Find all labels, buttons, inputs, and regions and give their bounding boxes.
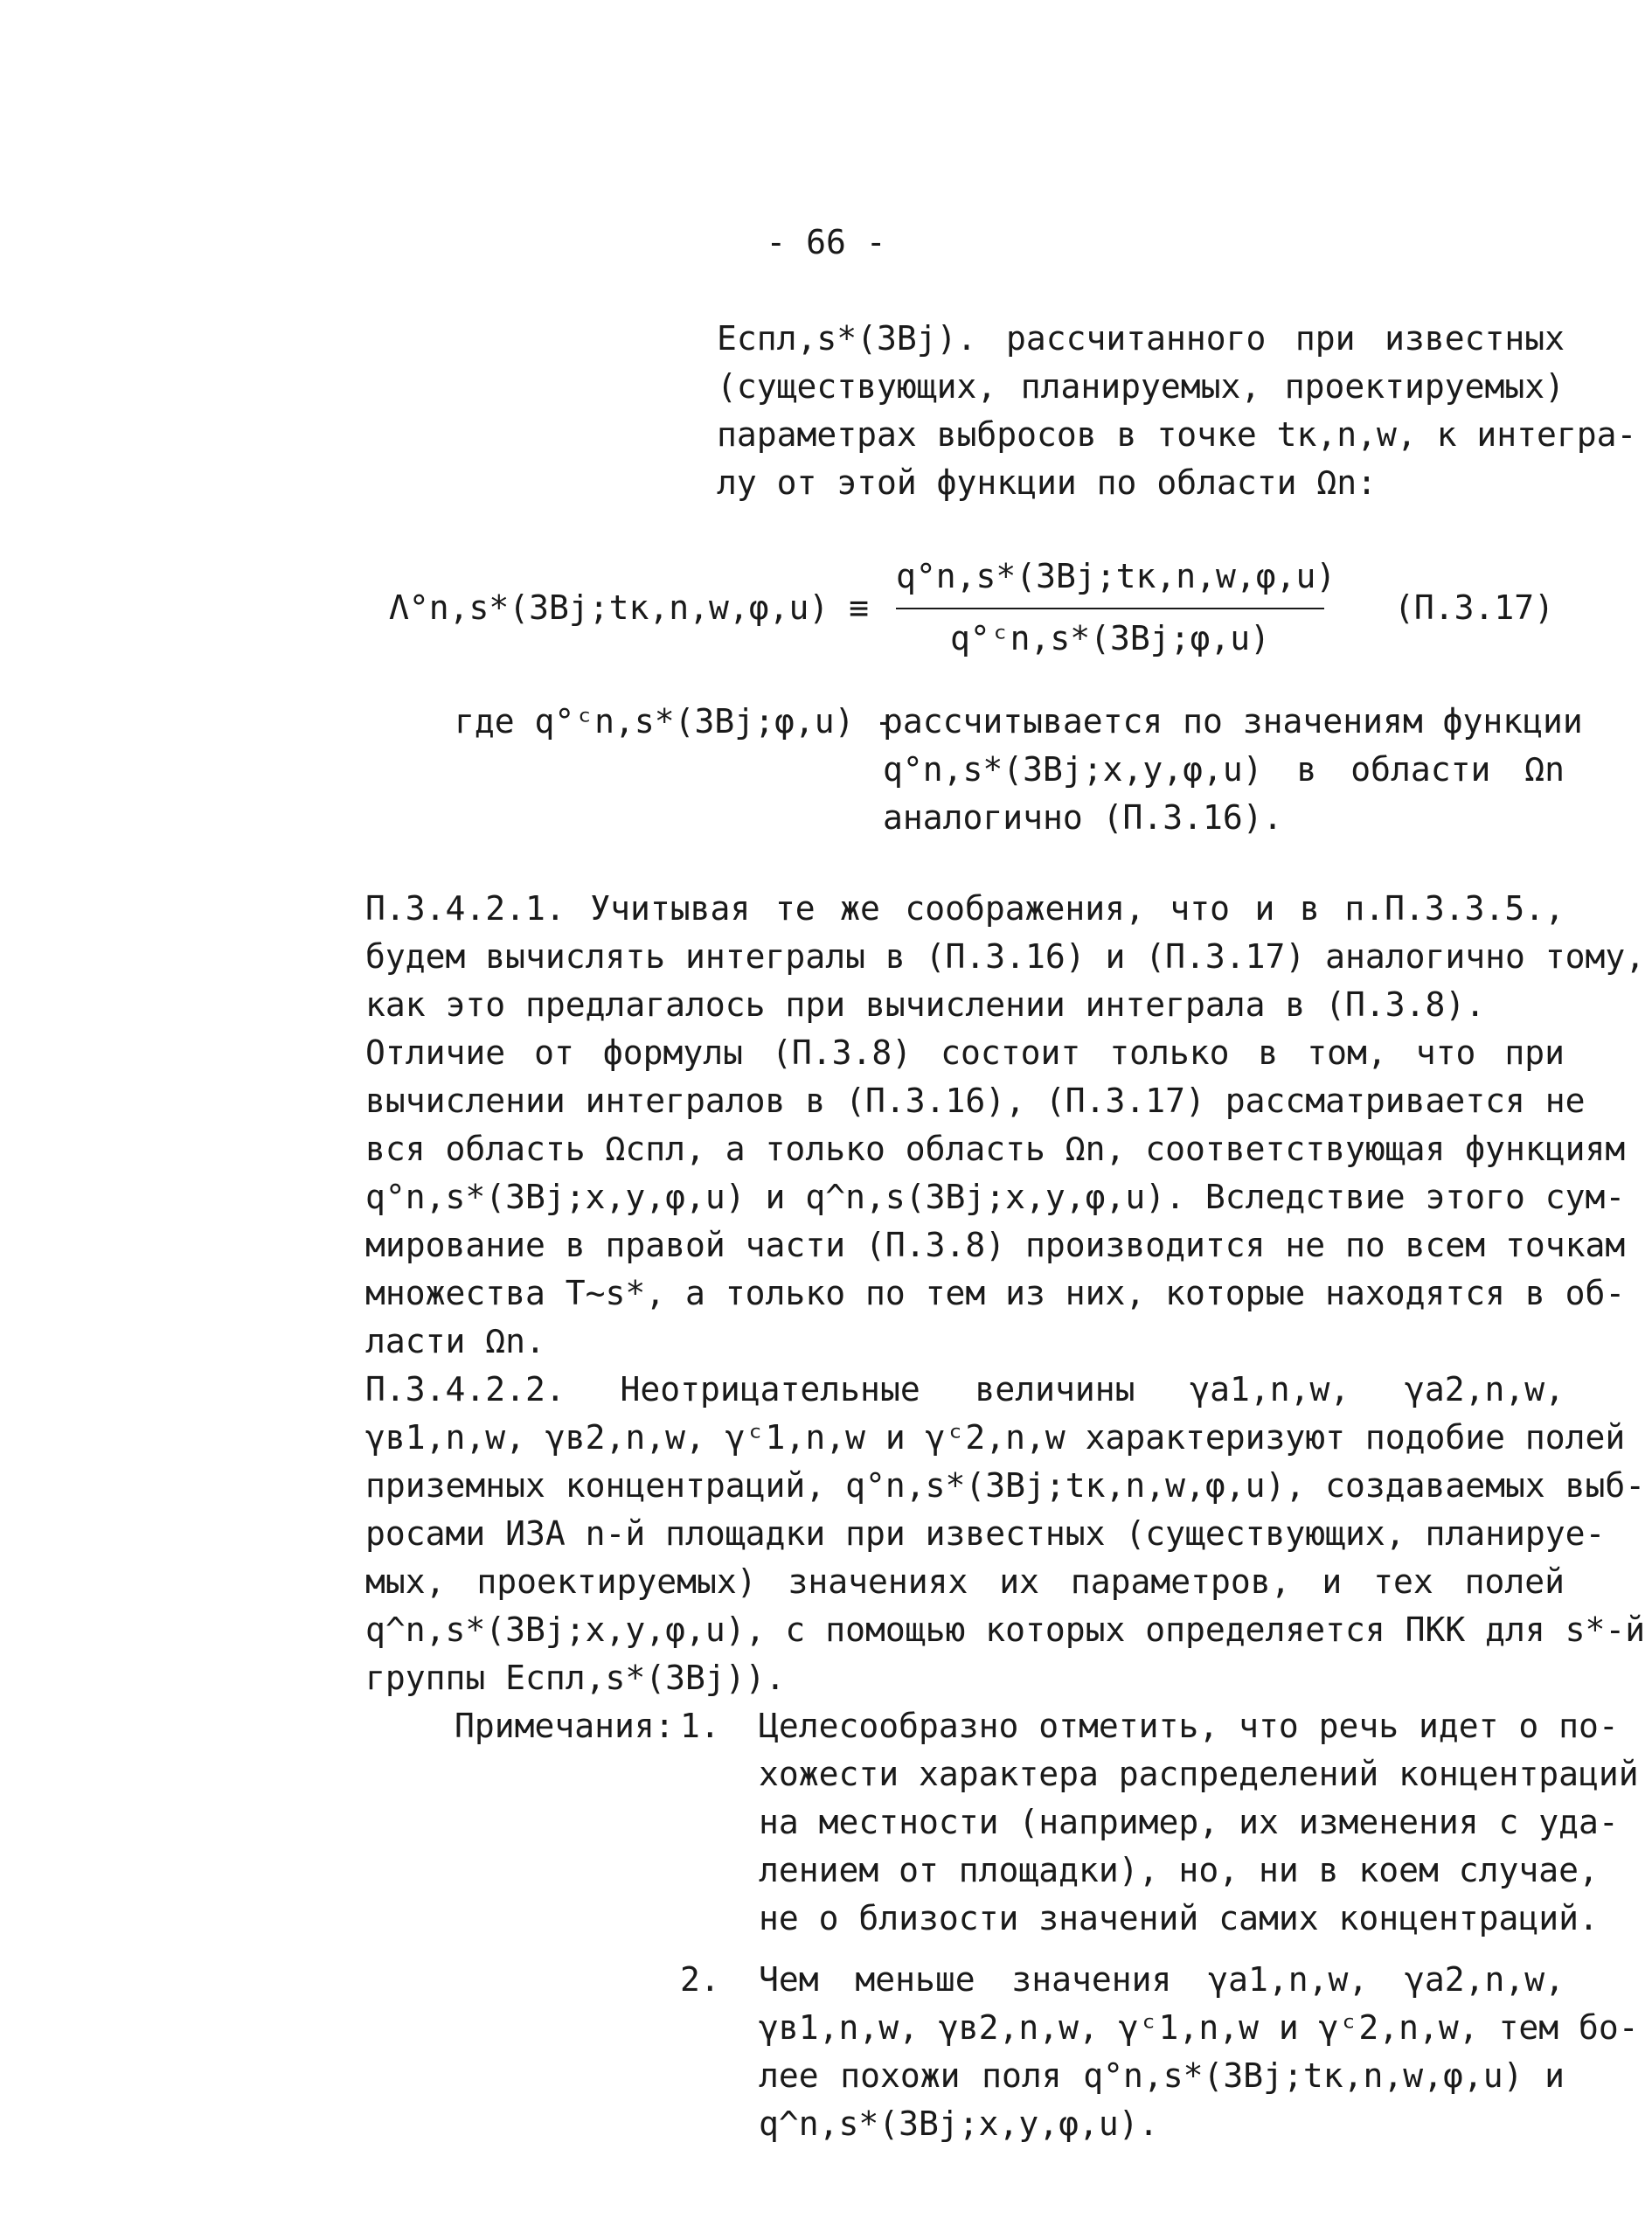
- body-line: группы Eспл,s*(ЗВj)).: [365, 1659, 786, 1697]
- formula-number: (П.3.17): [1394, 588, 1555, 627]
- where-line: q°n,s*(ЗВj;x,y,φ,u) в области Ωn: [883, 750, 1565, 789]
- body-line: росами ИЗА n-й площадки при известных (существующих, планируе-: [365, 1514, 1606, 1553]
- note-number: 2.: [680, 1960, 720, 1999]
- where-term: где q°ᶜn,s*(ЗВj;φ,u) -: [455, 702, 895, 741]
- note-line: на местности (например, их изменения с уда-: [759, 1803, 1619, 1841]
- body-line: множества T~s*, а только по тем из них, которые находятся в об-: [365, 1274, 1626, 1312]
- body-line: Отличие от формулы (П.3.8) состоит только в том, что при: [365, 1033, 1565, 1072]
- note-line: Чем меньше значения γa1,n,w, γa2,n,w,: [759, 1960, 1565, 1999]
- body-line: ласти Ωn.: [365, 1322, 545, 1360]
- body-line: П.3.4.2.1. Учитывая те же соображения, что и в п.П.3.3.5.,: [365, 889, 1565, 928]
- note-line: Целесообразно отметить, что речь идет о по-: [759, 1707, 1619, 1745]
- note-line: γв1,n,w, γв2,n,w, γᶜ1,n,w и γᶜ2,n,w, тем бо-: [759, 2008, 1639, 2047]
- body-line: мирование в правой части (П.3.8) производится не по всем точкам: [365, 1226, 1626, 1264]
- body-line: вычислении интегралов в (П.3.16), (П.3.17) рассматривается не: [365, 1082, 1586, 1120]
- body-line: мых, проектируемых) значениях их параметров, и тех полей: [365, 1562, 1565, 1601]
- body-line: q^n,s*(ЗВj;x,y,φ,u), с помощью которых определяется ПКК для s*-й: [365, 1610, 1646, 1649]
- formula-fraction: [896, 553, 1336, 663]
- page-number: - 66 -: [766, 223, 886, 261]
- note-line: хожести характера распределений концентраций: [759, 1755, 1639, 1793]
- formula-denominator: q°ᶜn,s*(ЗВj;φ,u): [949, 619, 1271, 657]
- body-line: как это предлагалось при вычислении интеграла в (П.3.8).: [365, 985, 1486, 1024]
- body-line: будем вычислять интегралы в (П.3.16) и (П.3.17) аналогично тому,: [365, 937, 1646, 976]
- intro-line: параметрах выбросов в точке tк,n,w, к интегра-: [717, 415, 1637, 454]
- where-description: [883, 698, 1583, 842]
- formula-numerator: q°n,s*(ЗВj;tк,n,w,φ,u): [896, 557, 1336, 595]
- body-line: П.3.4.2.2. Неотрицательные величины γa1,n,w, γa2,n,w,: [365, 1370, 1565, 1409]
- body-line: γв1,n,w, γв2,n,w, γᶜ1,n,w и γᶜ2,n,w характеризуют подобие полей: [365, 1418, 1626, 1457]
- intro-paragraph: [717, 315, 1637, 507]
- note-line: лее похожи поля q°n,s*(ЗВj;tк,n,w,φ,u) и: [759, 2056, 1565, 2095]
- note-number: 1.: [680, 1707, 720, 1745]
- intro-line: (существующих, планируемых, проектируемых): [717, 367, 1565, 406]
- body-line: q°n,s*(ЗВj;x,y,φ,u) и q^n,s(ЗВj;x,y,φ,u). Вследствие этого сум-: [365, 1178, 1626, 1216]
- note-line: лением от площадки), но, ни в коем случае,: [759, 1851, 1599, 1889]
- body-line: приземных концентраций, q°n,s*(ЗВj;tк,n,w,φ,u), создаваемых выб-: [365, 1466, 1646, 1505]
- formula-lhs: Λ°n,s*(ЗВj;tк,n,w,φ,u) ≡: [389, 588, 870, 627]
- body-text: [365, 885, 1646, 1702]
- intro-line: лу от этой функции по области Ωn:: [717, 463, 1377, 502]
- fraction-bar: [896, 608, 1324, 609]
- notes-label: Примечания:: [455, 1707, 675, 1745]
- note-line: не о близости значений самих концентраций.: [759, 1899, 1599, 1937]
- intro-line: Eспл,s*(ЗВj). рассчитанного при известных: [717, 319, 1565, 358]
- note-line: q^n,s*(ЗВj;x,y,φ,u).: [759, 2104, 1159, 2143]
- where-line: рассчитывается по значениям функции: [883, 702, 1583, 741]
- note-1: [759, 1702, 1639, 1943]
- where-line: аналогично (П.3.16).: [883, 798, 1283, 837]
- body-line: вся область Ωспл, а только область Ωn, соответствующая функциям: [365, 1130, 1626, 1168]
- note-2: [759, 1956, 1639, 2148]
